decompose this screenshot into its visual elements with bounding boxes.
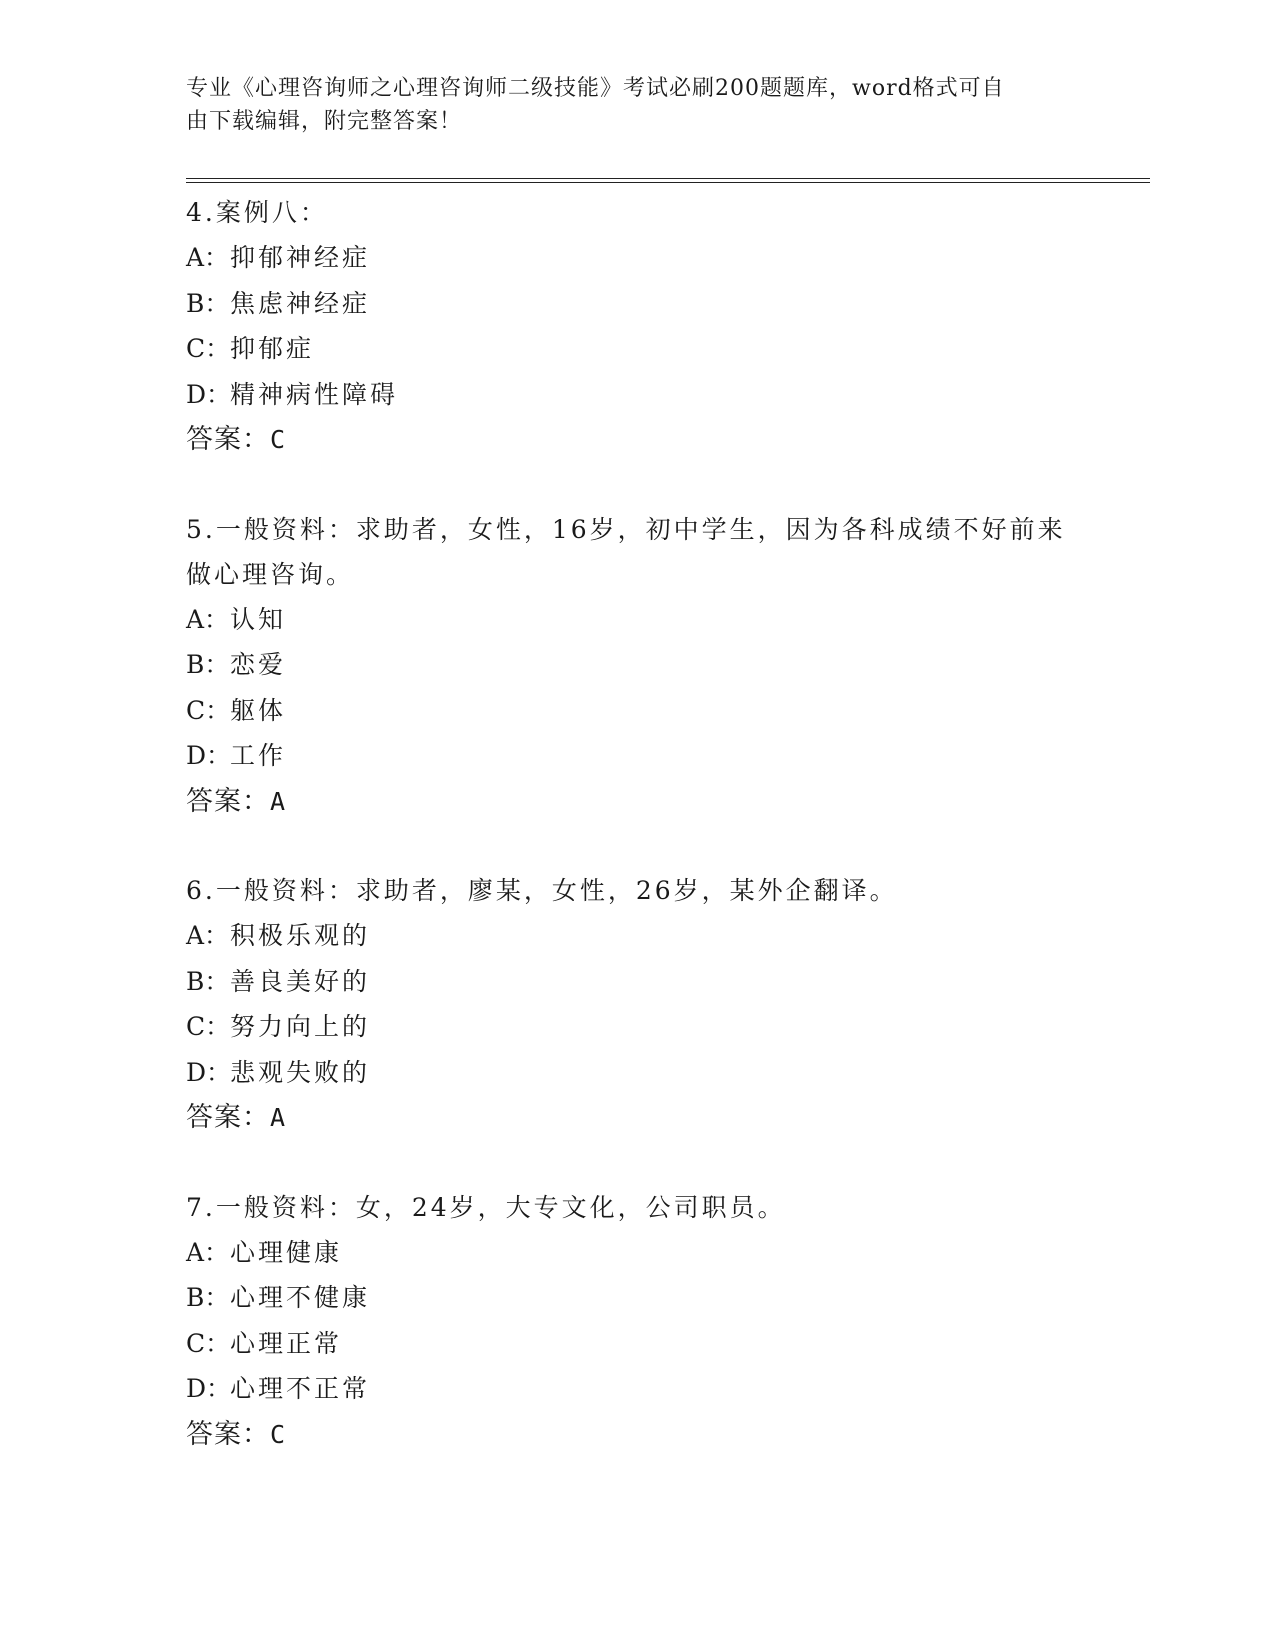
option-text: 抑郁神经症 <box>230 243 371 272</box>
answer-value: A <box>270 1103 287 1132</box>
answer-line <box>186 779 1086 825</box>
option-letter: D： <box>186 1374 232 1403</box>
option-letter: B： <box>186 288 230 318</box>
option-text: 工作 <box>230 741 287 770</box>
option-c <box>186 1321 1086 1367</box>
option-a <box>186 913 1086 959</box>
option-text: 悲观失败的 <box>230 1057 371 1087</box>
option-c <box>186 688 1086 734</box>
option-letter: D： <box>186 1057 232 1087</box>
option-text: 心理不健康 <box>230 1283 371 1312</box>
question-item <box>186 507 1086 825</box>
option-b <box>186 959 1086 1005</box>
option-d <box>186 372 1086 418</box>
option-b <box>186 642 1086 688</box>
option-letter: A： <box>186 604 230 634</box>
option-text: 积极乐观的 <box>230 921 371 950</box>
option-a <box>186 235 1086 281</box>
question-stem: 5.一般资料：求助者，女性，16岁，初中学生，因为各科成绩不好前来做心理咨询。 <box>186 514 1066 589</box>
header-line-1: 专业《心理咨询师之心理咨询师二级技能》考试必刷200题题库，word格式可自 <box>186 76 1005 101</box>
answer-value: C <box>270 1419 287 1449</box>
question-item <box>186 1185 1086 1458</box>
option-letter: A： <box>186 921 230 950</box>
option-c <box>186 326 1086 372</box>
option-text: 精神病性障碍 <box>230 379 399 409</box>
option-text: 焦虑神经症 <box>230 288 371 318</box>
option-text: 躯体 <box>230 695 287 725</box>
option-b <box>186 281 1086 327</box>
option-b <box>186 1275 1086 1321</box>
header-line-2: 由下载编辑，附完整答案！ <box>186 109 463 134</box>
option-letter: B： <box>186 650 230 679</box>
question-stem: 6.一般资料：求助者，廖某，女性，26岁，某外企翻译。 <box>186 876 898 905</box>
option-c <box>186 1004 1086 1050</box>
option-a <box>186 597 1086 643</box>
question-list <box>186 190 1086 1501</box>
option-text: 心理正常 <box>230 1328 343 1358</box>
option-letter: B： <box>186 966 230 996</box>
answer-value: C <box>270 425 287 454</box>
option-d <box>186 1050 1086 1096</box>
option-letter: A： <box>186 1237 230 1267</box>
answer-line <box>186 1412 1086 1458</box>
answer-label: 答案： <box>186 1102 270 1133</box>
question-stem: 4.案例八： <box>186 198 328 227</box>
option-letter: B： <box>186 1283 230 1312</box>
option-text: 恋爱 <box>230 650 287 679</box>
answer-value: A <box>270 786 287 816</box>
option-letter: C： <box>186 695 231 725</box>
option-text: 认知 <box>230 604 287 634</box>
answer-label: 答案： <box>186 1418 270 1450</box>
question-item <box>186 190 1086 463</box>
answer-label: 答案： <box>186 785 270 817</box>
option-a <box>186 1230 1086 1276</box>
option-letter: D： <box>186 741 232 770</box>
option-text: 心理健康 <box>230 1237 343 1267</box>
option-letter: C： <box>186 1012 231 1041</box>
option-letter: A： <box>186 243 230 272</box>
option-text: 抑郁症 <box>230 334 315 363</box>
header-divider-bottom <box>186 182 1150 183</box>
option-text: 心理不正常 <box>230 1374 371 1403</box>
header-divider-top <box>186 178 1150 179</box>
answer-line <box>186 417 1086 463</box>
answer-line <box>186 1095 1086 1141</box>
option-letter: C： <box>186 1328 231 1358</box>
option-letter: D： <box>186 379 232 409</box>
option-d <box>186 733 1086 779</box>
question-item <box>186 868 1086 1141</box>
option-text: 善良美好的 <box>230 966 371 996</box>
option-letter: C： <box>186 334 231 363</box>
option-d <box>186 1366 1086 1412</box>
question-stem: 7.一般资料：女，24岁，大专文化，公司职员。 <box>186 1192 786 1222</box>
option-text: 努力向上的 <box>230 1012 371 1041</box>
document-header <box>186 72 1066 138</box>
answer-label: 答案： <box>186 424 270 455</box>
